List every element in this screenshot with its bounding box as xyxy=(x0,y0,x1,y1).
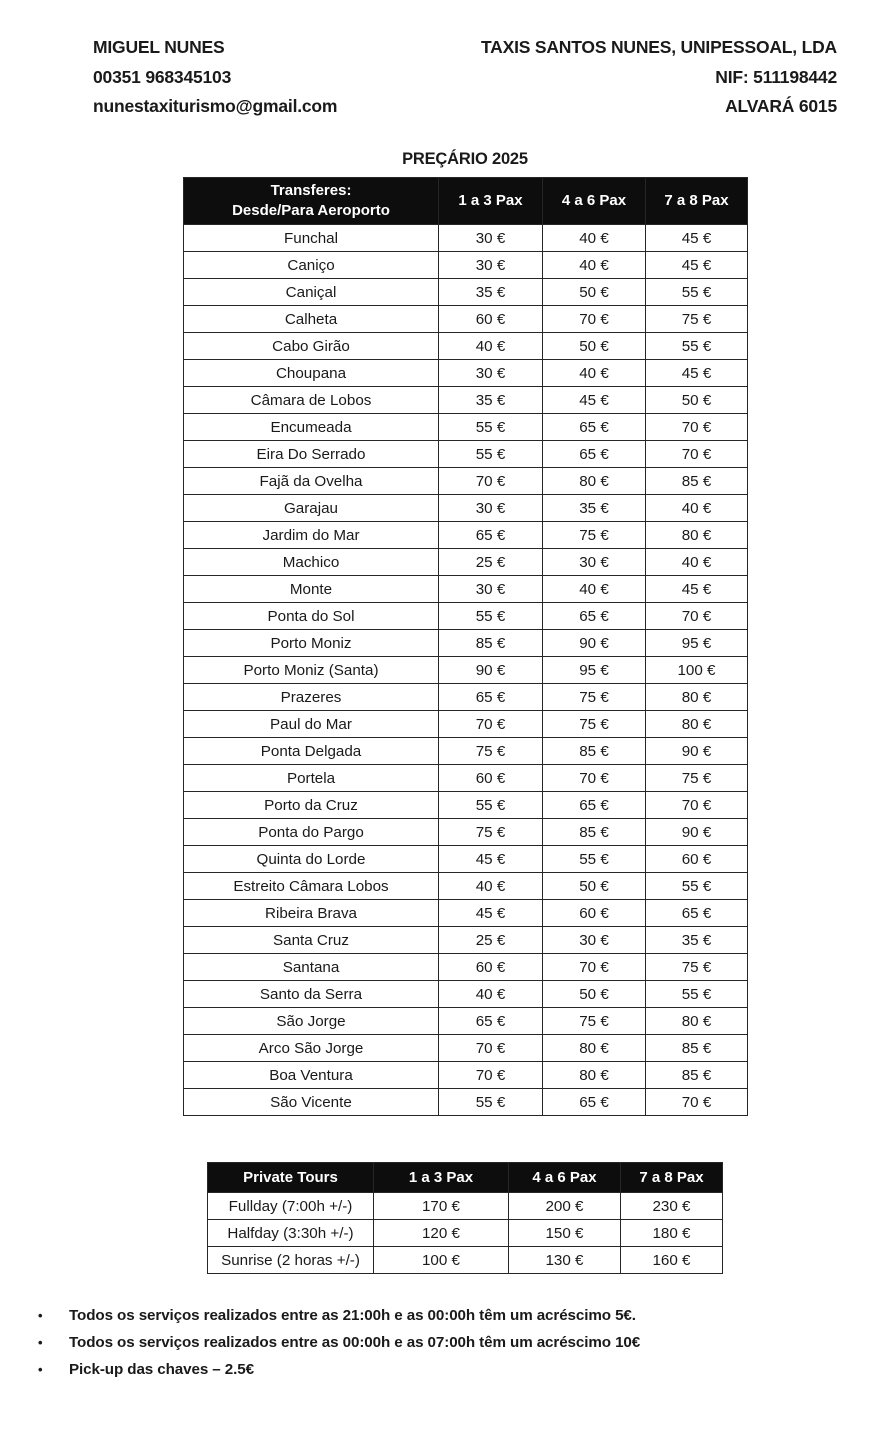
price-7-8-cell: 70 € xyxy=(646,414,748,441)
tour-row xyxy=(208,1193,723,1220)
transfer-row xyxy=(184,576,748,603)
price-1-3-cell: 40 € xyxy=(439,333,543,360)
price-1-3-cell: 25 € xyxy=(439,927,543,954)
destination-cell: Santana xyxy=(184,954,439,981)
destination-cell: Encumeada xyxy=(184,414,439,441)
price-1-3-cell: 35 € xyxy=(439,279,543,306)
tour-row xyxy=(208,1220,723,1247)
tour-price-7-8-cell: 160 € xyxy=(621,1247,723,1274)
destination-cell: Garajau xyxy=(184,495,439,522)
price-4-6-cell: 70 € xyxy=(543,306,646,333)
transfers-table-header xyxy=(184,178,748,225)
transfers-header-destination xyxy=(184,178,439,225)
price-4-6-cell: 70 € xyxy=(543,765,646,792)
price-7-8-cell: 45 € xyxy=(646,252,748,279)
company-name: TAXIS SANTOS NUNES, UNIPESSOAL, LDA xyxy=(480,37,837,57)
tour-price-1-3-cell: 120 € xyxy=(374,1220,509,1247)
price-7-8-cell: 80 € xyxy=(646,711,748,738)
price-7-8-cell: 70 € xyxy=(646,441,748,468)
private-tours-table xyxy=(207,1162,723,1274)
tour-price-1-3-cell: 170 € xyxy=(374,1193,509,1220)
price-4-6-cell: 75 € xyxy=(543,684,646,711)
price-1-3-cell: 85 € xyxy=(439,630,543,657)
transfer-row xyxy=(184,684,748,711)
transfer-row xyxy=(184,765,748,792)
note-item xyxy=(38,1308,848,1325)
price-1-3-cell: 30 € xyxy=(439,252,543,279)
note-item xyxy=(38,1362,848,1379)
price-7-8-cell: 55 € xyxy=(646,873,748,900)
contact-email: nunestaxiturismo@gmail.com xyxy=(93,96,338,116)
document-header xyxy=(93,33,837,122)
price-1-3-cell: 30 € xyxy=(439,360,543,387)
price-4-6-cell: 40 € xyxy=(543,576,646,603)
transfer-row xyxy=(184,252,748,279)
price-1-3-cell: 30 € xyxy=(439,225,543,252)
price-7-8-cell: 85 € xyxy=(646,1062,748,1089)
transfer-row xyxy=(184,441,748,468)
price-4-6-cell: 85 € xyxy=(543,738,646,765)
tour-name-cell: Fullday (7:00h +/-) xyxy=(208,1193,374,1220)
price-1-3-cell: 40 € xyxy=(439,981,543,1008)
tours-table-header xyxy=(208,1163,723,1193)
price-4-6-cell: 75 € xyxy=(543,522,646,549)
tours-header-pax-4-6: 4 a 6 Pax xyxy=(509,1163,621,1193)
price-1-3-cell: 65 € xyxy=(439,684,543,711)
price-7-8-cell: 70 € xyxy=(646,792,748,819)
notes-list xyxy=(38,1308,848,1389)
transfer-row xyxy=(184,738,748,765)
price-7-8-cell: 75 € xyxy=(646,765,748,792)
tour-price-1-3-cell: 100 € xyxy=(374,1247,509,1274)
destination-cell: Portela xyxy=(184,765,439,792)
price-1-3-cell: 70 € xyxy=(439,468,543,495)
price-4-6-cell: 50 € xyxy=(543,333,646,360)
price-4-6-cell: 80 € xyxy=(543,1062,646,1089)
price-1-3-cell: 60 € xyxy=(439,954,543,981)
price-4-6-cell: 75 € xyxy=(543,1008,646,1035)
price-1-3-cell: 30 € xyxy=(439,495,543,522)
destination-cell: Paul do Mar xyxy=(184,711,439,738)
price-4-6-cell: 30 € xyxy=(543,927,646,954)
tour-price-4-6-cell: 130 € xyxy=(509,1247,621,1274)
transfer-row xyxy=(184,846,748,873)
tours-table-body xyxy=(208,1193,723,1274)
price-4-6-cell: 50 € xyxy=(543,279,646,306)
price-1-3-cell: 65 € xyxy=(439,522,543,549)
destination-cell: Santa Cruz xyxy=(184,927,439,954)
price-1-3-cell: 55 € xyxy=(439,414,543,441)
transfer-row xyxy=(184,981,748,1008)
price-4-6-cell: 65 € xyxy=(543,792,646,819)
price-4-6-cell: 80 € xyxy=(543,1035,646,1062)
tour-price-7-8-cell: 180 € xyxy=(621,1220,723,1247)
company-block xyxy=(481,33,837,122)
destination-cell: Caniçal xyxy=(184,279,439,306)
transfer-row xyxy=(184,954,748,981)
price-4-6-cell: 75 € xyxy=(543,711,646,738)
tour-row xyxy=(208,1247,723,1274)
price-1-3-cell: 70 € xyxy=(439,1062,543,1089)
transfer-row xyxy=(184,792,748,819)
price-1-3-cell: 75 € xyxy=(439,738,543,765)
transfer-row xyxy=(184,873,748,900)
destination-cell: Ponta Delgada xyxy=(184,738,439,765)
tour-price-4-6-cell: 200 € xyxy=(509,1193,621,1220)
bullet-icon: • xyxy=(38,1362,43,1377)
destination-cell: Caniço xyxy=(184,252,439,279)
transfers-table-body xyxy=(184,225,748,1116)
destination-cell: São Vicente xyxy=(184,1089,439,1116)
price-1-3-cell: 55 € xyxy=(439,792,543,819)
price-4-6-cell: 45 € xyxy=(543,387,646,414)
transfer-row xyxy=(184,657,748,684)
destination-cell: Porto da Cruz xyxy=(184,792,439,819)
transfer-row xyxy=(184,279,748,306)
transfer-row xyxy=(184,1089,748,1116)
price-1-3-cell: 65 € xyxy=(439,1008,543,1035)
price-7-8-cell: 80 € xyxy=(646,1008,748,1035)
destination-cell: Ponta do Pargo xyxy=(184,819,439,846)
bullet-icon: • xyxy=(38,1335,43,1350)
price-4-6-cell: 65 € xyxy=(543,603,646,630)
price-7-8-cell: 95 € xyxy=(646,630,748,657)
price-4-6-cell: 95 € xyxy=(543,657,646,684)
price-7-8-cell: 85 € xyxy=(646,468,748,495)
transfer-row xyxy=(184,225,748,252)
price-1-3-cell: 25 € xyxy=(439,549,543,576)
price-4-6-cell: 35 € xyxy=(543,495,646,522)
price-7-8-cell: 45 € xyxy=(646,360,748,387)
transfer-row xyxy=(184,468,748,495)
transfer-row xyxy=(184,522,748,549)
destination-cell: Choupana xyxy=(184,360,439,387)
price-7-8-cell: 35 € xyxy=(646,927,748,954)
price-4-6-cell: 90 € xyxy=(543,630,646,657)
destination-cell: Santo da Serra xyxy=(184,981,439,1008)
transfer-row xyxy=(184,1062,748,1089)
destination-cell: São Jorge xyxy=(184,1008,439,1035)
price-4-6-cell: 65 € xyxy=(543,414,646,441)
destination-cell: Porto Moniz xyxy=(184,630,439,657)
transfer-row xyxy=(184,927,748,954)
transfers-header-pax-4-6: 4 a 6 Pax xyxy=(543,178,646,225)
destination-cell: Prazeres xyxy=(184,684,439,711)
price-7-8-cell: 55 € xyxy=(646,279,748,306)
price-1-3-cell: 45 € xyxy=(439,900,543,927)
transfer-row xyxy=(184,1008,748,1035)
note-text: Todos os serviços realizados entre as 21:00h e as 00:00h têm um acréscimo 5€. xyxy=(69,1307,636,1324)
destination-cell: Monte xyxy=(184,576,439,603)
price-1-3-cell: 60 € xyxy=(439,765,543,792)
price-7-8-cell: 60 € xyxy=(646,846,748,873)
transfers-header-line2: Desde/Para Aeroporto xyxy=(232,202,390,219)
price-4-6-cell: 50 € xyxy=(543,981,646,1008)
price-1-3-cell: 55 € xyxy=(439,603,543,630)
tour-price-7-8-cell: 230 € xyxy=(621,1193,723,1220)
price-1-3-cell: 55 € xyxy=(439,1089,543,1116)
price-7-8-cell: 45 € xyxy=(646,225,748,252)
transfer-row xyxy=(184,387,748,414)
destination-cell: Fajã da Ovelha xyxy=(184,468,439,495)
note-item xyxy=(38,1335,848,1352)
price-4-6-cell: 40 € xyxy=(543,252,646,279)
price-4-6-cell: 85 € xyxy=(543,819,646,846)
price-7-8-cell: 45 € xyxy=(646,576,748,603)
price-1-3-cell: 75 € xyxy=(439,819,543,846)
destination-cell: Ribeira Brava xyxy=(184,900,439,927)
destination-cell: Arco São Jorge xyxy=(184,1035,439,1062)
price-7-8-cell: 75 € xyxy=(646,306,748,333)
price-7-8-cell: 100 € xyxy=(646,657,748,684)
contact-name: MIGUEL NUNES xyxy=(93,37,225,57)
tour-price-4-6-cell: 150 € xyxy=(509,1220,621,1247)
contact-phone: 00351 968345103 xyxy=(93,66,232,87)
price-1-3-cell: 30 € xyxy=(439,576,543,603)
destination-cell: Eira Do Serrado xyxy=(184,441,439,468)
destination-cell: Cabo Girão xyxy=(184,333,439,360)
bullet-icon: • xyxy=(38,1308,43,1323)
destination-cell: Calheta xyxy=(184,306,439,333)
transfer-row xyxy=(184,711,748,738)
price-4-6-cell: 65 € xyxy=(543,441,646,468)
destination-cell: Jardim do Mar xyxy=(184,522,439,549)
price-1-3-cell: 90 € xyxy=(439,657,543,684)
price-7-8-cell: 70 € xyxy=(646,603,748,630)
transfer-row xyxy=(184,630,748,657)
price-7-8-cell: 90 € xyxy=(646,819,748,846)
destination-cell: Machico xyxy=(184,549,439,576)
price-1-3-cell: 55 € xyxy=(439,441,543,468)
destination-cell: Câmara de Lobos xyxy=(184,387,439,414)
transfer-row xyxy=(184,549,748,576)
contact-block xyxy=(93,33,337,122)
price-4-6-cell: 60 € xyxy=(543,900,646,927)
transfers-table xyxy=(183,177,748,1116)
tours-header-title: Private Tours xyxy=(208,1163,374,1193)
tours-header-row xyxy=(208,1163,723,1193)
price-1-3-cell: 60 € xyxy=(439,306,543,333)
price-7-8-cell: 70 € xyxy=(646,1089,748,1116)
transfer-row xyxy=(184,360,748,387)
destination-cell: Quinta do Lorde xyxy=(184,846,439,873)
transfer-row xyxy=(184,414,748,441)
company-alvara: ALVARÁ 6015 xyxy=(725,96,837,116)
transfer-row xyxy=(184,819,748,846)
price-1-3-cell: 70 € xyxy=(439,711,543,738)
price-7-8-cell: 40 € xyxy=(646,549,748,576)
price-7-8-cell: 50 € xyxy=(646,387,748,414)
price-4-6-cell: 65 € xyxy=(543,1089,646,1116)
price-7-8-cell: 65 € xyxy=(646,900,748,927)
transfers-header-pax-1-3: 1 a 3 Pax xyxy=(439,178,543,225)
tour-name-cell: Sunrise (2 horas +/-) xyxy=(208,1247,374,1274)
transfers-header-line1: Transferes: xyxy=(270,182,352,199)
price-4-6-cell: 80 € xyxy=(543,468,646,495)
destination-cell: Estreito Câmara Lobos xyxy=(184,873,439,900)
tours-header-pax-1-3: 1 a 3 Pax xyxy=(374,1163,509,1193)
destination-cell: Funchal xyxy=(184,225,439,252)
price-7-8-cell: 75 € xyxy=(646,954,748,981)
price-7-8-cell: 40 € xyxy=(646,495,748,522)
page-title: PREÇÁRIO 2025 xyxy=(402,150,528,168)
price-1-3-cell: 40 € xyxy=(439,873,543,900)
company-nif: NIF: 511198442 xyxy=(715,66,837,87)
note-text: Todos os serviços realizados entre as 00:00h e as 07:00h têm um acréscimo 10€ xyxy=(69,1334,641,1351)
transfer-row xyxy=(184,900,748,927)
price-4-6-cell: 40 € xyxy=(543,360,646,387)
transfer-row xyxy=(184,495,748,522)
price-1-3-cell: 35 € xyxy=(439,387,543,414)
transfer-row xyxy=(184,333,748,360)
price-4-6-cell: 30 € xyxy=(543,549,646,576)
price-4-6-cell: 40 € xyxy=(543,225,646,252)
price-7-8-cell: 80 € xyxy=(646,522,748,549)
tours-header-pax-7-8: 7 a 8 Pax xyxy=(621,1163,723,1193)
price-1-3-cell: 70 € xyxy=(439,1035,543,1062)
transfer-row xyxy=(184,1035,748,1062)
destination-cell: Ponta do Sol xyxy=(184,603,439,630)
price-7-8-cell: 55 € xyxy=(646,981,748,1008)
destination-cell: Porto Moniz (Santa) xyxy=(184,657,439,684)
transfer-row xyxy=(184,603,748,630)
transfers-header-pax-7-8: 7 a 8 Pax xyxy=(646,178,748,225)
price-1-3-cell: 45 € xyxy=(439,846,543,873)
price-7-8-cell: 55 € xyxy=(646,333,748,360)
transfer-row xyxy=(184,306,748,333)
tour-name-cell: Halfday (3:30h +/-) xyxy=(208,1220,374,1247)
destination-cell: Boa Ventura xyxy=(184,1062,439,1089)
price-7-8-cell: 80 € xyxy=(646,684,748,711)
transfers-header-row xyxy=(184,178,748,225)
price-4-6-cell: 70 € xyxy=(543,954,646,981)
price-4-6-cell: 55 € xyxy=(543,846,646,873)
price-4-6-cell: 50 € xyxy=(543,873,646,900)
price-7-8-cell: 90 € xyxy=(646,738,748,765)
note-text: Pick-up das chaves – 2.5€ xyxy=(69,1361,254,1378)
price-7-8-cell: 85 € xyxy=(646,1035,748,1062)
